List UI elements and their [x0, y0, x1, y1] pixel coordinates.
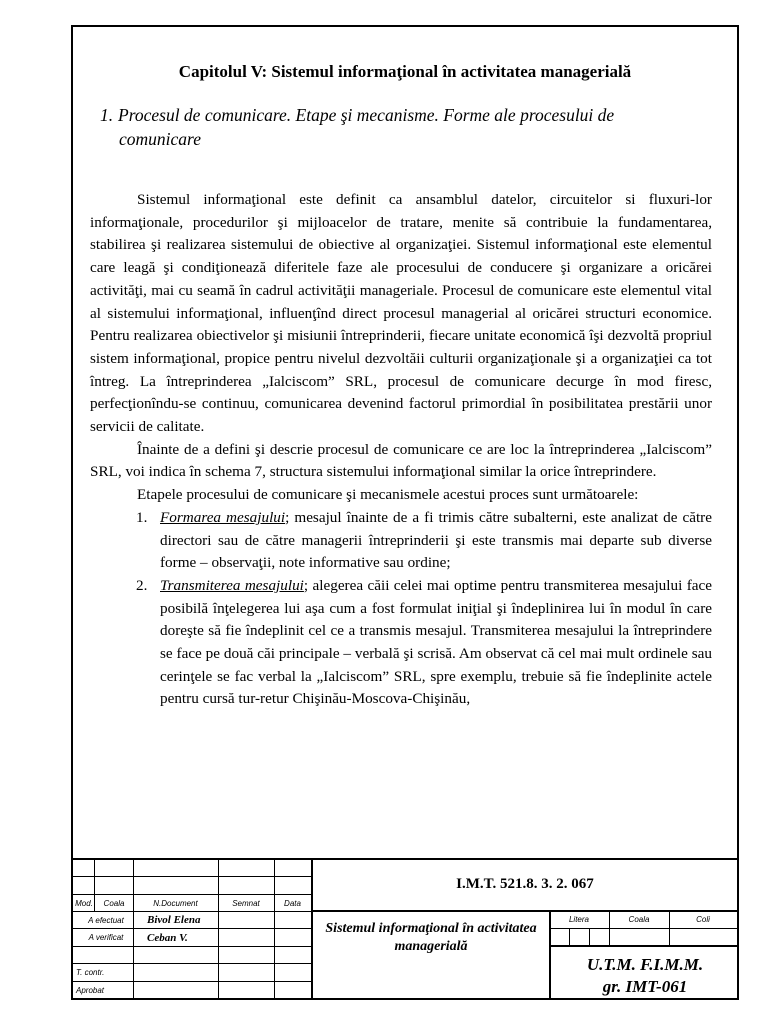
stamp-line [73, 911, 311, 912]
stamp-line [311, 910, 737, 912]
list-number: 2. [136, 576, 148, 594]
list-item [90, 507, 712, 575]
list-text: ; alegerea căii celei mai optime pentru transmiterea mesajului face posibilă înţelegerea lui aşa cum a fost formulat iniţial şi îndeplinirea lui în modul în care doreşte să fie îndeplinit cel ce a transmis mesajul. Transmiterea mesajului la întreprindere se face pe două căi principale – verbală şi scrisă. Am observat că cel mai mult ordinele sau cerinţele se fac verbal la „Ialciscom” SRL, spre exemplu, trebuie să fie îndeplinite actele pentru cursă tur-retur Chişinău-Moscova-Chişinău, [160, 576, 712, 708]
section-heading-line2: comunicare [119, 129, 201, 149]
title-block-stamp [73, 858, 737, 998]
stamp-line [549, 928, 737, 929]
list-text: ; mesajul înainte de a fi trimis către subalterni, este analizat de către directori sau de către managerii întreprinderii şi este transmis mai departe sub diverse forme – observaţii, note informative sau ordine; [160, 508, 712, 572]
header-mod: Mod. [75, 899, 93, 908]
role-aprobat: Aprobat [76, 986, 105, 995]
checker-name: Ceban V. [147, 932, 188, 944]
chapter-title: Capitolul V: Sistemul informaţional în activitatea managerială [178, 62, 632, 81]
stamp-line [218, 858, 219, 998]
stamp-line [73, 981, 311, 982]
paragraph: Etapele procesului de comunicare şi mecanismele acestui proces sunt următoarele: [137, 486, 639, 504]
paragraph: Înainte de a defini şi descrie procesul de comunicare ce are loc la întreprinderea „Ialciscom” SRL, voi indica în schema 7, structura sistemului informaţional similar la orice întreprindere. [90, 440, 712, 481]
university-line2: gr. IMT-061 [602, 977, 688, 996]
header-coala-right: Coala [628, 915, 650, 924]
stamp-line [73, 894, 311, 895]
stamp-line [73, 876, 311, 877]
section-heading-line1: Procesul de comunicare. Etape şi mecanisme. Forme ale procesului de [118, 105, 615, 125]
list-item [90, 575, 712, 711]
list-number: 1. [136, 508, 148, 526]
document-number: I.M.T. 521.8. 3. 2. 067 [456, 876, 594, 892]
stamp-line [73, 946, 311, 947]
stamp-line [549, 945, 737, 947]
stamp-line [73, 928, 311, 929]
stamp-border [73, 858, 737, 860]
section-heading [100, 103, 720, 151]
stages-list [90, 507, 712, 711]
document-title: Sistemul informaţional în activitatea managerială [325, 921, 537, 954]
role-tcontr: T. contr. [76, 968, 105, 977]
role-efectuat: A efectuat [88, 916, 124, 925]
stamp-line [274, 858, 275, 998]
paragraph: Sistemul informaţional este definit ca ansamblul datelor, circuitelor si fluxuri-lor informaţionale, procedurilor şi mijloacelor de tratare, menite să contribuie la fundamentarea, stabilirea şi realizarea sistemului de obiective al organizaţiei. Sistemul informaţional este elementul care leagă şi condiţionează diferitele faze ale procesului de conducere şi organizare a oricărei activităţi, mai cu seamă în cadrul activităţii manageriale. Procesul de comunicare este elementul vital al sistemului informaţional, influenţînd direct procesul managerial al oricărei structuri economice. Pentru realizarea obiectivelor şi misiunii întreprinderii, fiecare unitate economică îşi dezvoltă propriul sistem informaţional, propice pentru nivelul dezvoltăii culturii organizaţionale şi a organizaţiei ca tot întreg. La întreprinderea „Ialciscom” SRL, procesul de comunicare decurge în mod firesc, perfecţionîndu-se continuu, comunicarea devenind factorul primordial în posibilitatea prestării unor servicii de calitate. [90, 191, 712, 436]
stamp-line [73, 963, 311, 964]
header-coala: Coala [103, 899, 125, 908]
university-line1: U.T.M. F.I.M.M. [586, 955, 704, 974]
list-term: Formarea mesajului [160, 508, 286, 526]
section-number: 1. [100, 105, 114, 125]
stamp-line [589, 928, 590, 945]
university-label [553, 954, 737, 998]
role-verificat: A verificat [88, 933, 124, 942]
header-coli: Coli [696, 915, 710, 924]
header-data: Data [284, 899, 301, 908]
header-semnat: Semnat [232, 899, 260, 908]
header-litera: Litera [568, 915, 589, 924]
author-name: Bivol Elena [147, 914, 201, 926]
header-ndocument: N.Document [153, 899, 198, 908]
stamp-line [133, 858, 134, 998]
stamp-line [569, 928, 570, 945]
body-text [90, 189, 712, 711]
list-term: Transmiterea mesajului [160, 576, 304, 594]
